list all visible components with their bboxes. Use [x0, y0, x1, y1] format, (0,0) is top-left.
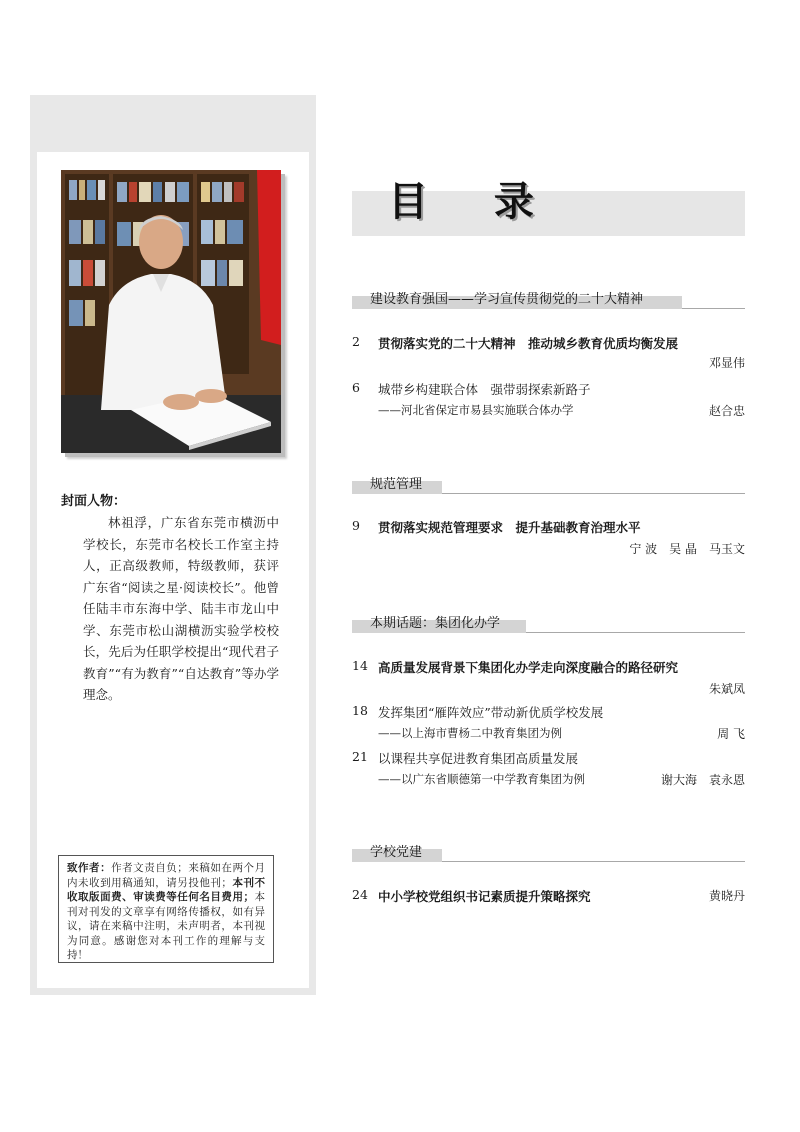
section-label: 本期话题：集团化办学 — [370, 616, 501, 631]
article-subtitle: ——以上海市曹杨二中教育集团为例 — [378, 726, 562, 740]
author-notice — [58, 855, 274, 963]
article-title: 高质量发展背景下集团化办学走向深度融合的路径研究 — [378, 660, 679, 675]
toc-entry[interactable] — [352, 703, 745, 743]
page-number: 21 — [352, 749, 368, 764]
section-rule — [682, 308, 745, 309]
article-author: 赵合忠 — [708, 404, 745, 418]
article-title: 以课程共享促进教育集团高质量发展 — [378, 751, 579, 766]
sidebar-panel — [37, 152, 309, 988]
toc-entry[interactable] — [352, 887, 745, 907]
toc-entry[interactable] — [352, 518, 745, 558]
section-header-management — [352, 473, 745, 493]
toc-entry[interactable] — [352, 749, 745, 789]
section-rule — [442, 493, 745, 494]
page-number: 18 — [352, 703, 368, 718]
section-label: 建设教育强国——学习宣传贯彻党的二十大精神 — [370, 292, 644, 307]
page-number: 9 — [352, 518, 360, 533]
section-header-party-building — [352, 841, 745, 861]
article-title: 中小学校党组织书记素质提升策略探究 — [378, 889, 591, 904]
article-author: 黄晓丹 — [708, 889, 745, 903]
article-author: 邓显伟 — [708, 356, 745, 370]
cover-photo — [61, 170, 281, 453]
cover-person-label: 封面人物： — [61, 494, 127, 509]
page-number: 6 — [352, 380, 360, 395]
article-title: 城带乡构建联合体 强带弱探索新路子 — [378, 382, 591, 397]
notice-text-2: 本刊对刊发的文章享有网络传播权，如有异议，请在来稿中注明，未声明者，本刊视为同意。感谢您对本刊工作的理解与支持！ — [67, 891, 266, 961]
cover-person-description: 林祖浮，广东省东莞市横沥中学校长，东莞市名校长工作室主持人，正高级教师，特级教师，获评广东省“阅读之星·阅读校长”。他曾任陆丰市东海中学、陆丰市龙山中学、东莞市松山湖横沥实验学校校长，先后为任职学校提出“现代君子教育”“有为教育”“自达教育”等办学理念。 — [83, 515, 279, 702]
article-title: 发挥集团“雁阵效应”带动新优质学校发展 — [378, 705, 604, 720]
section-label: 规范管理 — [370, 477, 423, 492]
page-number: 2 — [352, 334, 360, 349]
toc-title: 目 录 — [388, 179, 560, 225]
page-number: 14 — [352, 658, 368, 673]
sidebar — [30, 95, 316, 995]
article-title: 贯彻落实规范管理要求 提升基础教育治理水平 — [378, 520, 641, 535]
section-rule — [526, 632, 745, 633]
toc-entry[interactable] — [352, 658, 745, 698]
cover-photo-frame — [61, 170, 281, 453]
section-rule — [442, 861, 745, 862]
section-label: 学校党建 — [370, 845, 423, 860]
article-title: 贯彻落实党的二十大精神 推动城乡教育优质均衡发展 — [378, 336, 679, 351]
notice-text-1: 作者文责自负；来稿如在两个月内未收到用稿通知，请另投他刊； — [67, 862, 266, 889]
page-number: 24 — [352, 887, 368, 902]
article-subtitle: ——河北省保定市易县实施联合体办学 — [378, 403, 574, 417]
notice-bold-text: 本刊不收取版面费、审读费等任何名目费用； — [67, 876, 266, 903]
section-header-education-power — [352, 288, 745, 308]
article-subtitle: ——以广东省顺德第一中学教育集团为例 — [378, 772, 585, 786]
article-author: 宁 波 吴 晶 马玉文 — [629, 542, 745, 556]
notice-lead: 致作者： — [67, 862, 112, 874]
section-header-group-schooling — [352, 612, 745, 632]
article-author: 周 飞 — [717, 727, 745, 741]
toc-entry[interactable] — [352, 334, 745, 374]
article-author: 朱斌凤 — [708, 682, 745, 696]
toc-entry[interactable] — [352, 380, 745, 420]
article-author: 谢大海 袁永恩 — [660, 773, 745, 787]
